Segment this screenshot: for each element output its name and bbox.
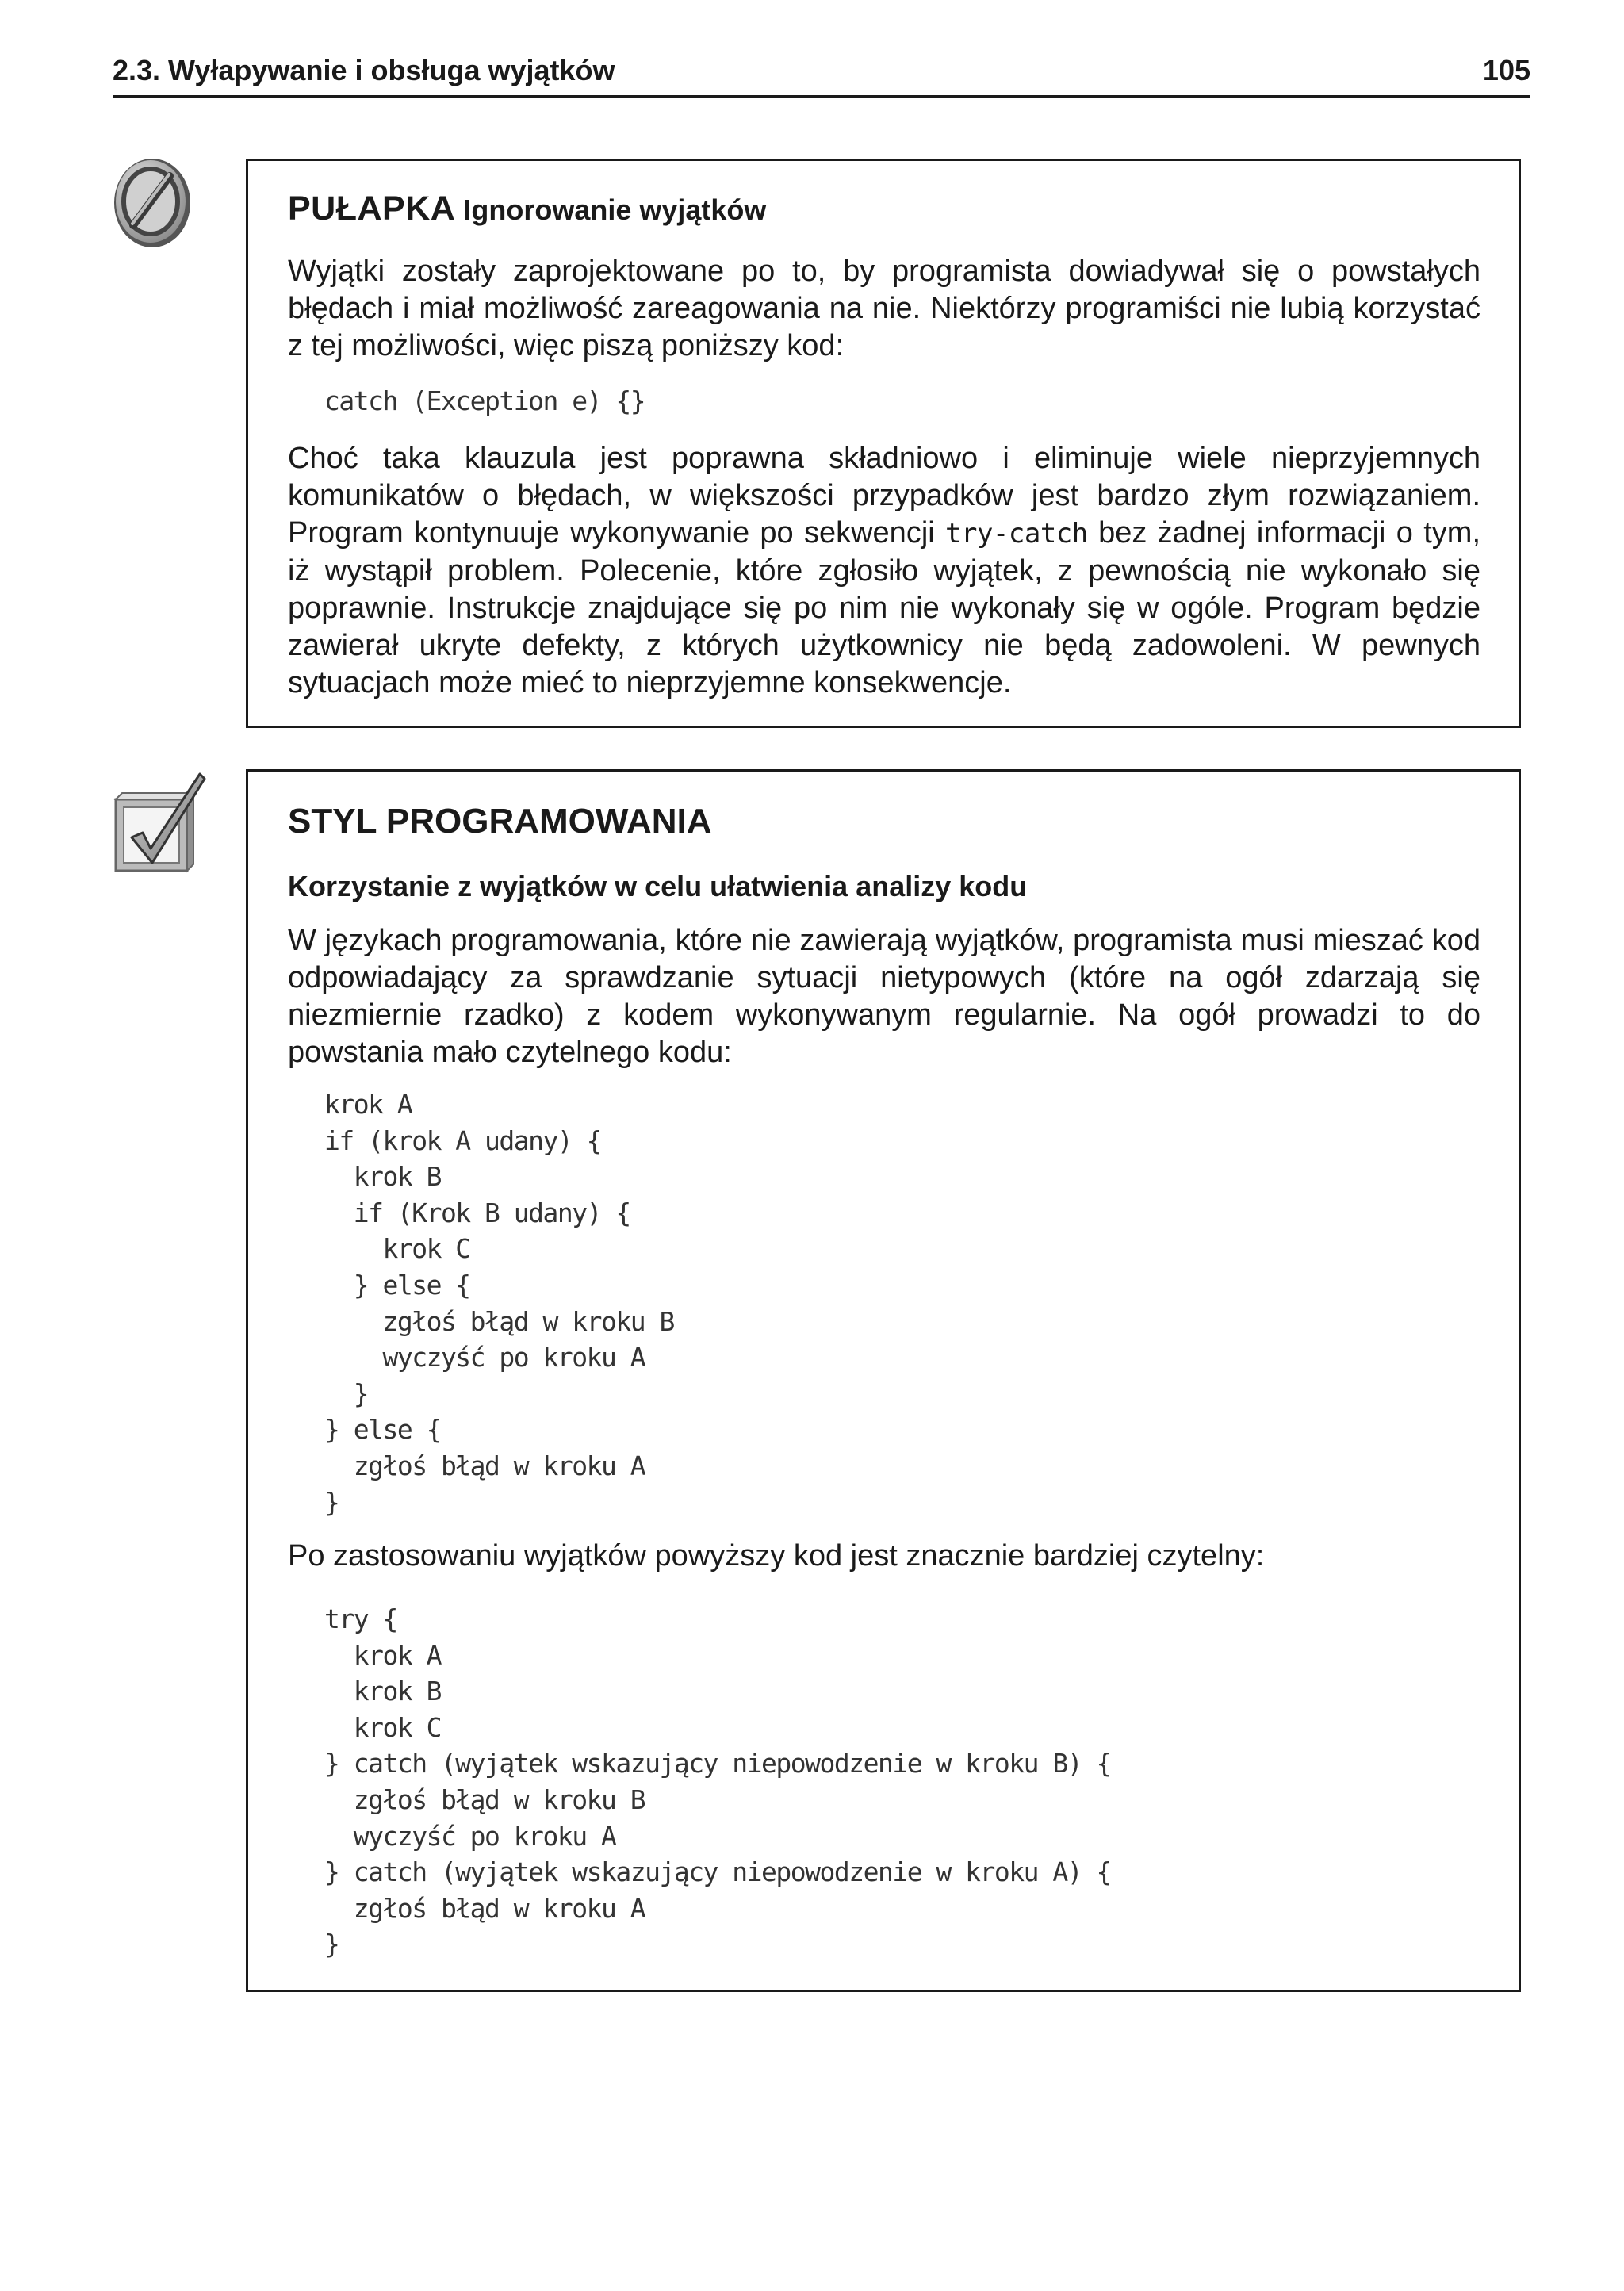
trap-body-paragraph bbox=[288, 440, 1480, 702]
style-heading: STYL PROGRAMOWANIA bbox=[288, 802, 712, 841]
trap-code-snippet: catch (Exception e) {} bbox=[324, 385, 645, 416]
running-head bbox=[113, 52, 1530, 98]
no-entry-icon bbox=[111, 155, 193, 251]
trap-label: PUŁAPKA bbox=[288, 190, 456, 228]
style-code-block-2: try { krok A krok B krok C } catch (wyjątek wskazujący niepowodzenie w kroku B) { zgłoś błąd w kroku B wyczyść po kroku A } catch (wyjątek wskazujący niepowodzenie w kroku A) { zgłoś błąd w kroku A } bbox=[324, 1603, 1111, 1960]
checkbox-check-icon bbox=[111, 769, 211, 888]
section-title: 2.3. Wyłapywanie i obsługa wyjątków bbox=[113, 54, 615, 86]
style-code-block-1: krok A if (krok A udany) { krok B if (Krok B udany) { krok C } else { zgłoś błąd w kroku B wyczyść po kroku A } } else { zgłoś błąd w kroku A } bbox=[324, 1089, 674, 1518]
trap-body-before: Choć taka klauzula jest poprawna składniowo i eliminuje wiele nieprzyjemnych komunikatów o błędach, w większości przypadków jest bardzo złym rozwiązaniem. Program kontynuuje wykonywanie po sekwencji bbox=[288, 442, 1480, 550]
style-subheading: Korzystanie z wyjątków w celu ułatwienia analizy kodu bbox=[288, 870, 1028, 902]
trap-intro-paragraph: Wyjątki zostały zaprojektowane po to, by programista dowiadywał się o powstałych błędach i miał możliwość zareagowania na nie. Niektórzy programiści nie lubią korzystać z tej możliwości, więc piszą poniższy kod: bbox=[288, 255, 1480, 362]
inline-code-try-catch: try-catch bbox=[945, 518, 1088, 550]
style-intro-paragraph: W językach programowania, które nie zawierają wyjątków, programista musi mieszać kod odpowiadający za sprawdzanie sytuacji nietypowych (które na ogół zdarzają się niezmiernie rzadko) z kodem wykonywanym regularnie. Na ogół prowadzi to do powstania mało czytelnego kodu: bbox=[288, 924, 1480, 1069]
page-number: 105 bbox=[1482, 54, 1530, 86]
trap-title: Ignorowanie wyjątków bbox=[463, 193, 767, 226]
trap-box bbox=[246, 159, 1521, 728]
trap-heading bbox=[288, 190, 1480, 228]
programming-style-box bbox=[246, 769, 1521, 1992]
trap-body-after: bez żadnej informacji o tym, iż wystąpił problem. Polecenie, które zgłosiło wyjątek, z pewnością nie wykonało się poprawnie. Instrukcje znajdujące się po nim nie wykonały się w ogóle. Program będzie zawierał ukryte defekty, z których użytkownicy nie będą zadowoleni. W pewnych sytuacjach może mieć to nieprzyjemne konsekwencje. bbox=[288, 516, 1480, 699]
style-middle-paragraph: Po zastosowaniu wyjątków powyższy kod jest znacznie bardziej czytelny: bbox=[288, 1539, 1265, 1573]
